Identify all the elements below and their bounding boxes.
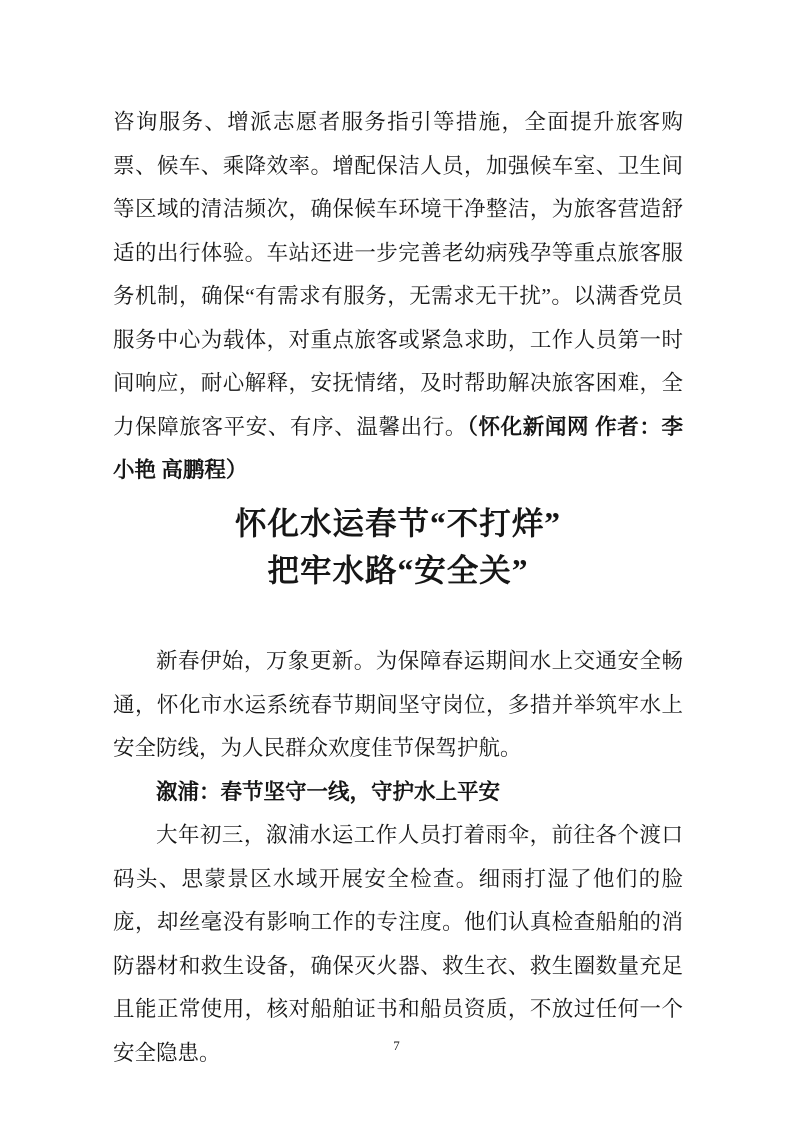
paragraph-continuation-text: 咨询服务、增派志愿者服务指引等措施，全面提升旅客购票、候车、乘降效率。增配保洁人员，加强候车室、卫生间等区域的清洁频次，确保候车环境干净整洁，为旅客营造舒适的出行体验。车站还进一步完善老幼病残孕等重点旅客服务机制，确保“有需求有服务，无需求无干扰”。以满香党员服务中心为载体，对重点旅客或紧急求助，工作人员第一时间响应，耐心解释，安抚情绪，及时帮助解决旅客困难，全力保障旅客平安、有序、温馨出行。 xyxy=(113,110,683,439)
paragraph-continuation xyxy=(113,101,683,493)
article-title xyxy=(113,500,683,594)
article-intro-paragraph: 新春伊始，万象更新。为保障春运期间水上交通安全畅通，怀化市水运系统春节期间坚守岗位，多措并举筑牢水上安全防线，为人民群众欢度佳节保驾护航。 xyxy=(113,649,683,760)
article-title-line2: 把牢水路“安全关” xyxy=(267,553,529,588)
page-number: 7 xyxy=(393,1038,400,1053)
section-heading: 溆浦：春节坚守一线，守护水上平安 xyxy=(156,779,501,804)
article-title-line1: 怀化水运春节“不打烊” xyxy=(234,506,561,541)
article-body xyxy=(113,640,683,1075)
section-paragraph: 大年初三，溆浦水运工作人员打着雨伞，前往各个渡口码头、思蒙景区水域开展安全检查。细雨打湿了他们的脸庞，却丝毫没有影响工作的专注度。他们认真检查船舶的消防器材和救生设备，确保灭火器、救生衣、救生圈数量充足且能正常使用，核对船舶证书和船员资质，不放过任何一个安全隐患。 xyxy=(113,823,683,1065)
article-byline: （怀化新闻网 作者：李小艳 高鹏程） xyxy=(113,414,683,482)
